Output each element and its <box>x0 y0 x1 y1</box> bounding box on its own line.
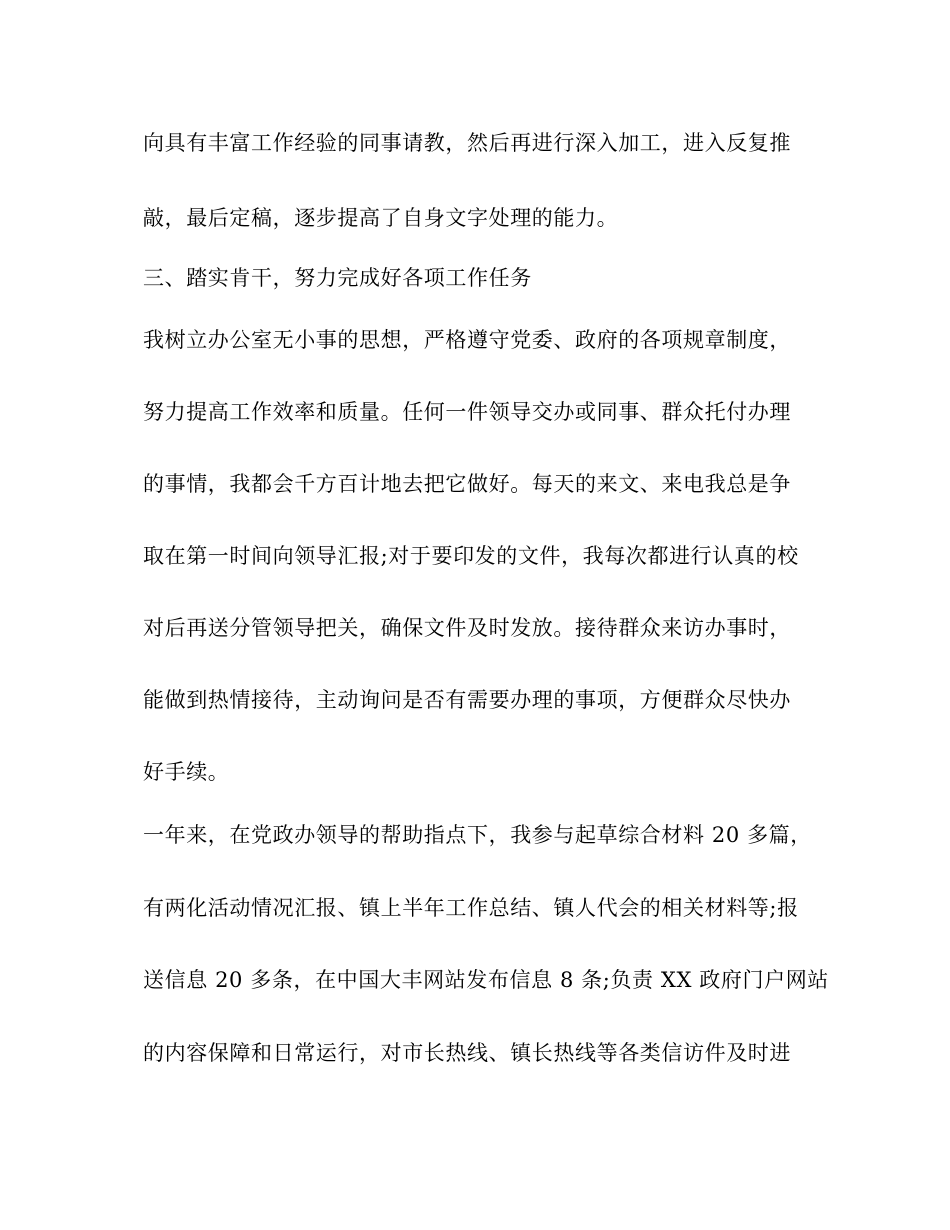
text-line: 向具有丰富工作经验的同事请教，然后再进行深入加工，进入反复推 <box>143 131 791 155</box>
text-line: 的事情，我都会千方百计地去把它做好。每天的来文、来电我总是争 <box>143 472 791 496</box>
text-line: 努力提高工作效率和质量。任何一件领导交办或同事、群众托付办理 <box>143 400 791 424</box>
text-line: 一年来，在党政办领导的帮助指点下，我参与起草综合材料 20 多篇， <box>143 823 812 847</box>
text-line: 送信息 20 多条，在中国大丰网站发布信息 8 条;负责 XX 政府门户网站 <box>143 968 829 992</box>
section-heading: 三、踏实肯干，努力完成好各项工作任务 <box>143 266 532 290</box>
text-line: 能做到热情接待，主动询问是否有需要办理的事项，方便群众尽快办 <box>143 688 791 712</box>
text-line: 我树立办公室无小事的思想，严格遵守党委、政府的各项规章制度， <box>143 328 791 352</box>
text-line: 好手续。 <box>143 760 230 784</box>
text-line: 有两化活动情况汇报、镇上半年工作总结、镇人代会的相关材料等;报 <box>143 896 799 920</box>
text-line: 的内容保障和日常运行，对市长热线、镇长热线等各类信访件及时进 <box>143 1041 791 1065</box>
text-line: 取在第一时间向领导汇报;对于要印发的文件，我每次都进行认真的校 <box>143 544 799 568</box>
text-line: 敲，最后定稿，逐步提高了自身文字处理的能力。 <box>143 206 619 230</box>
text-line: 对后再送分管领导把关，确保文件及时发放。接待群众来访办事时， <box>143 616 791 640</box>
